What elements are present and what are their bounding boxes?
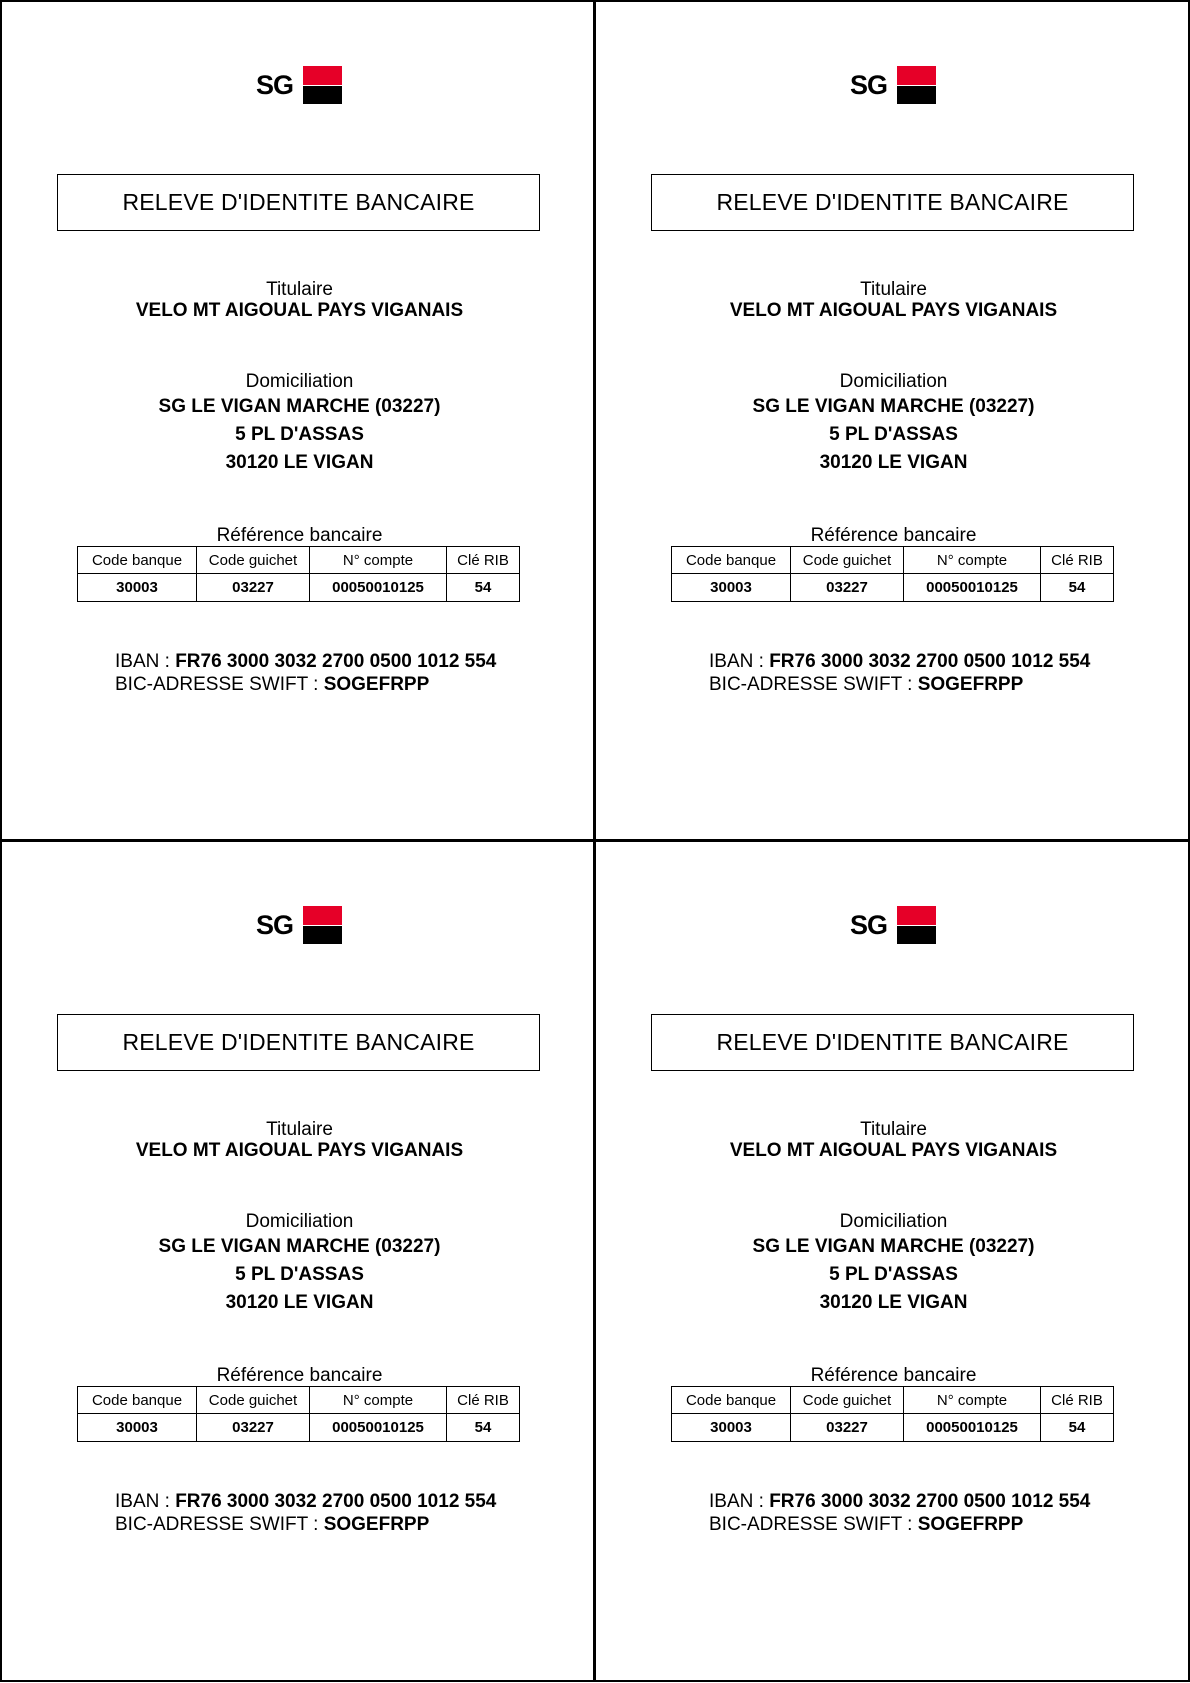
sg-logo-text: SG — [850, 70, 888, 100]
sg-logo-red-square — [303, 66, 342, 85]
bic-line — [709, 673, 1023, 696]
header-code-banque: Code banque — [78, 1387, 197, 1414]
document-title: RELEVE D'IDENTITE BANCAIRE — [57, 174, 540, 231]
document-title: RELEVE D'IDENTITE BANCAIRE — [57, 1014, 540, 1071]
titulaire-name: VELO MT AIGOUAL PAYS VIGANAIS — [135, 1140, 464, 1161]
domiciliation-agency: SG LE VIGAN MARCHE (03227) — [158, 1236, 441, 1257]
iban-line — [115, 1490, 496, 1513]
iban-label: IBAN : — [709, 1491, 770, 1512]
reference-label: Référence bancaire — [810, 525, 977, 546]
iban-value: FR76 3000 3032 2700 0500 1012 554 — [769, 651, 1091, 672]
value-cle-rib: 54 — [1041, 1414, 1114, 1442]
domiciliation-label: Domiciliation — [839, 1211, 948, 1232]
value-numero-compte: 00050010125 — [310, 1414, 447, 1442]
iban-label: IBAN : — [115, 651, 176, 672]
sg-logo-red-square — [897, 66, 936, 85]
bic-value: SOGEFRPP — [917, 674, 1024, 695]
reference-label: Référence bancaire — [810, 1365, 977, 1386]
value-code-guichet: 03227 — [197, 1414, 310, 1442]
value-cle-rib: 54 — [447, 574, 520, 602]
iban-value: FR76 3000 3032 2700 0500 1012 554 — [769, 1491, 1091, 1512]
titulaire-name: VELO MT AIGOUAL PAYS VIGANAIS — [729, 1140, 1058, 1161]
domiciliation-city: 30120 LE VIGAN — [819, 452, 968, 473]
bic-line — [115, 673, 429, 696]
table-header-row — [672, 547, 1114, 574]
header-cle-rib: Clé RIB — [1041, 547, 1114, 574]
table-value-row — [672, 574, 1114, 602]
titulaire-label: Titulaire — [266, 279, 333, 300]
domiciliation-city: 30120 LE VIGAN — [225, 452, 374, 473]
bic-label: BIC-ADRESSE SWIFT : — [115, 674, 324, 695]
header-cle-rib: Clé RIB — [1041, 1387, 1114, 1414]
sg-logo-red-square — [897, 906, 936, 925]
table-header-row — [78, 1387, 520, 1414]
bank-reference-table — [77, 1386, 520, 1442]
value-cle-rib: 54 — [1041, 574, 1114, 602]
header-numero-compte: N° compte — [310, 547, 447, 574]
domiciliation-agency: SG LE VIGAN MARCHE (03227) — [158, 396, 441, 417]
bic-line — [709, 1513, 1023, 1536]
document-title: RELEVE D'IDENTITE BANCAIRE — [651, 1014, 1134, 1071]
domiciliation-agency: SG LE VIGAN MARCHE (03227) — [752, 396, 1035, 417]
iban-line — [709, 1490, 1090, 1513]
titulaire-label: Titulaire — [266, 1119, 333, 1140]
table-value-row — [78, 574, 520, 602]
sg-logo — [850, 66, 936, 106]
titulaire-label: Titulaire — [860, 1119, 927, 1140]
iban-value: FR76 3000 3032 2700 0500 1012 554 — [175, 651, 497, 672]
domiciliation-label: Domiciliation — [245, 371, 354, 392]
rib-card-top-right — [595, 0, 1190, 841]
header-cle-rib: Clé RIB — [447, 547, 520, 574]
sg-logo-black-square — [303, 86, 342, 104]
sg-logo — [256, 906, 342, 946]
sg-logo-black-square — [897, 86, 936, 104]
rib-card-bottom-left — [0, 841, 595, 1682]
bank-reference-table — [671, 1386, 1114, 1442]
domiciliation-street: 5 PL D'ASSAS — [235, 1264, 364, 1285]
rib-card-top-left — [0, 0, 595, 841]
iban-value: FR76 3000 3032 2700 0500 1012 554 — [175, 1491, 497, 1512]
value-code-banque: 30003 — [672, 1414, 791, 1442]
sg-logo — [256, 66, 342, 106]
table-value-row — [78, 1414, 520, 1442]
header-numero-compte: N° compte — [310, 1387, 447, 1414]
domiciliation-label: Domiciliation — [839, 371, 948, 392]
value-code-guichet: 03227 — [197, 574, 310, 602]
value-code-banque: 30003 — [672, 574, 791, 602]
header-code-guichet: Code guichet — [197, 1387, 310, 1414]
sg-logo-text: SG — [256, 910, 294, 940]
domiciliation-street: 5 PL D'ASSAS — [829, 424, 958, 445]
table-header-row — [672, 1387, 1114, 1414]
titulaire-name: VELO MT AIGOUAL PAYS VIGANAIS — [135, 300, 464, 321]
sg-logo-black-square — [897, 926, 936, 944]
table-header-row — [78, 547, 520, 574]
header-code-banque: Code banque — [672, 1387, 791, 1414]
bic-value: SOGEFRPP — [917, 1514, 1024, 1535]
domiciliation-label: Domiciliation — [245, 1211, 354, 1232]
value-numero-compte: 00050010125 — [310, 574, 447, 602]
bic-label: BIC-ADRESSE SWIFT : — [115, 1514, 324, 1535]
header-code-banque: Code banque — [672, 547, 791, 574]
header-code-banque: Code banque — [78, 547, 197, 574]
domiciliation-city: 30120 LE VIGAN — [225, 1292, 374, 1313]
iban-label: IBAN : — [709, 651, 770, 672]
domiciliation-street: 5 PL D'ASSAS — [235, 424, 364, 445]
bic-label: BIC-ADRESSE SWIFT : — [709, 674, 918, 695]
value-code-banque: 30003 — [78, 574, 197, 602]
bank-reference-table — [77, 546, 520, 602]
titulaire-label: Titulaire — [860, 279, 927, 300]
sg-logo — [850, 906, 936, 946]
bic-label: BIC-ADRESSE SWIFT : — [709, 1514, 918, 1535]
reference-label: Référence bancaire — [216, 525, 383, 546]
header-code-guichet: Code guichet — [791, 547, 904, 574]
iban-label: IBAN : — [115, 1491, 176, 1512]
sg-logo-red-square — [303, 906, 342, 925]
value-numero-compte: 00050010125 — [904, 1414, 1041, 1442]
value-code-guichet: 03227 — [791, 1414, 904, 1442]
header-code-guichet: Code guichet — [197, 547, 310, 574]
header-numero-compte: N° compte — [904, 547, 1041, 574]
value-cle-rib: 54 — [447, 1414, 520, 1442]
header-cle-rib: Clé RIB — [447, 1387, 520, 1414]
header-numero-compte: N° compte — [904, 1387, 1041, 1414]
iban-line — [709, 650, 1090, 673]
sg-logo-black-square — [303, 926, 342, 944]
sg-logo-text: SG — [850, 910, 888, 940]
rib-card-bottom-right — [595, 841, 1190, 1682]
domiciliation-street: 5 PL D'ASSAS — [829, 1264, 958, 1285]
bic-value: SOGEFRPP — [323, 674, 430, 695]
table-value-row — [672, 1414, 1114, 1442]
value-numero-compte: 00050010125 — [904, 574, 1041, 602]
iban-line — [115, 650, 496, 673]
titulaire-name: VELO MT AIGOUAL PAYS VIGANAIS — [729, 300, 1058, 321]
domiciliation-city: 30120 LE VIGAN — [819, 1292, 968, 1313]
value-code-guichet: 03227 — [791, 574, 904, 602]
value-code-banque: 30003 — [78, 1414, 197, 1442]
bic-value: SOGEFRPP — [323, 1514, 430, 1535]
document-title: RELEVE D'IDENTITE BANCAIRE — [651, 174, 1134, 231]
domiciliation-agency: SG LE VIGAN MARCHE (03227) — [752, 1236, 1035, 1257]
header-code-guichet: Code guichet — [791, 1387, 904, 1414]
bic-line — [115, 1513, 429, 1536]
reference-label: Référence bancaire — [216, 1365, 383, 1386]
bank-reference-table — [671, 546, 1114, 602]
sg-logo-text: SG — [256, 70, 294, 100]
